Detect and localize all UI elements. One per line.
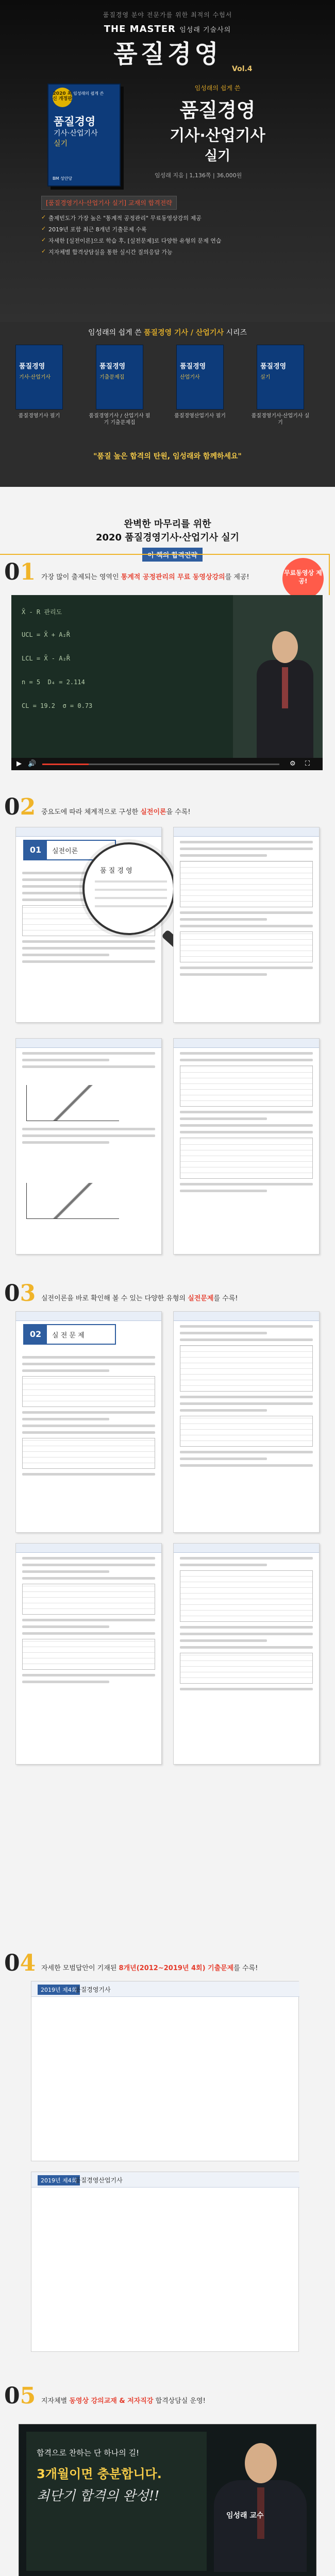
series-book-1[interactable] [15,345,63,410]
feature-item: ✓ 출제빈도가 가장 높은 "통계적 공정관리" 무료동영상강의 제공 [41,214,294,222]
play-icon[interactable]: ▶ [16,760,22,768]
lecturer-figure [257,626,313,760]
promo-line-3: 최단기 합격의 완성!! [37,2488,160,2504]
section-2-text [41,806,309,816]
feature-item: ✓ 2019년 포함 최근 8개년 기출문제 수록 [41,225,294,233]
series-book-label: 품질경영기사 / 산업기사 필기 기출문제집 [89,413,150,426]
lecture-promo-card[interactable] [19,2424,316,2576]
promo-line-1: 합격으로 찬하는 단 하나의 길! [37,2448,139,2458]
series-slogan: "품질 높은 합격의 탄원, 임성래와 함께하세요" [93,452,242,461]
intro-line-2: 2020 품질경영기사·산업기사 실기 [95,532,240,543]
chapter-number: 02 [24,1325,47,1344]
magnifier [82,842,175,935]
section-text-pre: 지자체별 [41,2397,70,2405]
lecturer-head [272,631,298,663]
series-book-sub: 산업기사 [180,375,200,380]
series-heading-pre: 임성래의 쉽게 쓴 [88,329,142,337]
chalk-line: X̄ - R 관리도 [22,608,62,616]
sample-page [15,1038,162,1255]
intro-line-1: 완벽한 마무리를 위한 [124,519,211,530]
series-section [0,322,335,487]
chalk-line: CL = 19.2 σ = 0.73 [22,702,93,709]
section-number-04: 04 [4,1950,36,1976]
series-book-sub: 기출문제집 [99,375,125,380]
chapter-box [23,1324,116,1345]
series-heading-mid: 품질경영 기사 / 산업기사 [144,329,224,337]
desc-title-3: 실기 [204,148,231,164]
series-book-title: 품질경영 [99,363,126,370]
book-title-3: 실기 [54,140,68,148]
section-text-post: 를 수록! [233,1964,258,1972]
sample-page [173,827,320,1023]
past-exam-title: 품질경영산업기사 [75,2177,123,2184]
series-book-label: 품질경영기사·산업기사 실기 [251,413,310,426]
promo-board [26,2432,207,2571]
section-number-01: 01 [4,559,36,585]
hero-volume: Vol.4 [232,65,253,73]
master-sub: 임성래 기술사의 [179,26,231,34]
section-text-highlight: 실전이론 [140,808,166,816]
book-meta: 임성래 지음 | 1,136쪽 | 36,000원 [155,172,242,179]
section-3-text [41,1293,309,1302]
series-book-title: 품질경영 [180,363,206,370]
hero-title: 품질경영 [113,40,222,69]
series-book-label: 품질경영산업기사 필기 [174,413,226,419]
hero-tagline: 품질경영 분야 전문가를 위한 최적의 수험서 [103,11,232,19]
professor-head [245,2443,277,2483]
hero-banner [0,0,335,322]
chapter-title: 실전이론 [52,848,78,855]
feature-item: ✓ 지자체별 합격상담실을 통한 실시간 질의응답 가능 [41,248,294,256]
section-text-post: 를 수록! [213,1295,238,1302]
chapter-title: 실 전 문 제 [52,1332,85,1340]
series-book-label: 품질경영기사 필기 [18,413,60,419]
section-text-highlight: 동영상 강의교재 & 저자직강 [69,2397,154,2405]
past-exam-tag: 2019년 제4회 [38,2175,80,2185]
book-subtitle: 임성래의 쉽게 쓴 [73,91,104,96]
section-text-pre: 가장 많이 출제되는 영역인 [41,573,121,581]
sample-chart [26,1183,119,1219]
section-text-post: 을 수록! [166,808,191,816]
feature-item: ✓ 자세한 [실전이론]으로 학습 후, [실전문제]로 다양한 유형의 문제 연습 [41,236,294,245]
section-number-02: 02 [4,794,36,820]
book-title-2: 기사·산업기사 [54,129,98,138]
section-number-03: 03 [4,1280,36,1307]
promo-line-2: 3개월이면 충분합니다. [37,2467,162,2481]
book-publisher: BM 성안당 [53,176,73,181]
past-exam-panel [31,1981,299,2161]
player-controls[interactable] [11,758,323,770]
section-text-highlight: 8개년(2012~2019년 4회) 기출문제 [119,1964,234,1972]
features-title: [품질경영기사·산업기사 실기] 교재의 합격전략 [41,196,177,210]
desc-small: 임성래의 쉽게 쓴 [194,84,241,92]
series-book-4[interactable] [257,345,304,410]
series-heading [0,327,335,337]
lecturer-tie [282,667,288,708]
section-text-highlight: 실전문제 [188,1295,214,1302]
settings-icon[interactable]: ⚙ [290,760,296,768]
desc-title-1: 품질경영 [179,99,256,122]
series-book-title: 품질경영 [260,363,287,370]
professor-figure [214,2440,307,2569]
series-book-2[interactable] [96,345,143,410]
chalk-line: LCL = X̄ - A₂R̄ [22,655,70,662]
section-5-text [41,2395,309,2405]
section-text-pre: 중요도에 따라 체계적으로 구성한 [41,808,141,816]
features-box [41,196,294,259]
sample-page [15,1543,162,1765]
past-exam-title: 품질경영기사 [75,1986,111,1993]
chalk-line: UCL = X̄ + A₂R̄ [22,631,70,638]
sample-page [173,1311,320,1533]
fullscreen-icon[interactable]: ⛶ [305,760,310,768]
free-video-badge: 무료동영상 제공! [282,558,324,599]
section-text-post: 합격상담실 운영! [153,2397,206,2405]
chalkboard [11,595,233,760]
section-1-text [41,571,309,581]
sample-chart [26,1085,119,1121]
intro-pill: 이 책의 합격전략 [142,548,203,562]
chalk-line: n = 5 D₄ = 2.114 [22,679,85,686]
sample-page [173,1543,320,1765]
seek-progress [42,764,89,765]
section-text-pre: 자세한 모범답안이 기재된 [41,1964,119,1972]
book-cover [47,83,121,187]
hero-master-line [0,24,335,35]
series-book-3[interactable] [176,345,224,410]
book-title-1: 품질경영 [54,115,96,128]
sample-page [173,1038,320,1255]
section-text-pre: 실전이론을 바로 확인해 볼 수 있는 다양한 유형의 [41,1295,188,1302]
features-list [41,214,294,256]
past-exam-tag: 2019년 제4회 [38,1985,80,1995]
video-player[interactable] [11,595,323,770]
chapter-number: 01 [24,841,47,859]
sample-page [15,1311,162,1533]
section-number-05: 05 [4,2383,36,2409]
series-book-sub: 기사·산업기사 [19,375,51,380]
magnifier-text: 품 질 경 영 [100,867,132,875]
section-4-text [41,1962,309,1972]
master-label: THE MASTER [104,24,176,35]
series-book-sub: 실기 [260,375,271,380]
series-heading-post: 시리즈 [226,329,247,337]
content-section [0,487,335,2576]
past-exam-panel [31,2172,299,2352]
hero-description [140,83,295,164]
professor-name: 임성래 교수 [226,2512,264,2520]
desc-title-2: 기사·산업기사 [170,127,265,145]
volume-icon[interactable]: 🔊 [28,760,37,768]
section-text-post: 를 제공! [225,573,249,581]
edition-badge: 2020 최신 개정판 [53,88,72,107]
series-book-title: 품질경영 [19,363,45,370]
section-text-highlight: 통계적 공정관리의 무료 동영상강의 [121,573,225,581]
